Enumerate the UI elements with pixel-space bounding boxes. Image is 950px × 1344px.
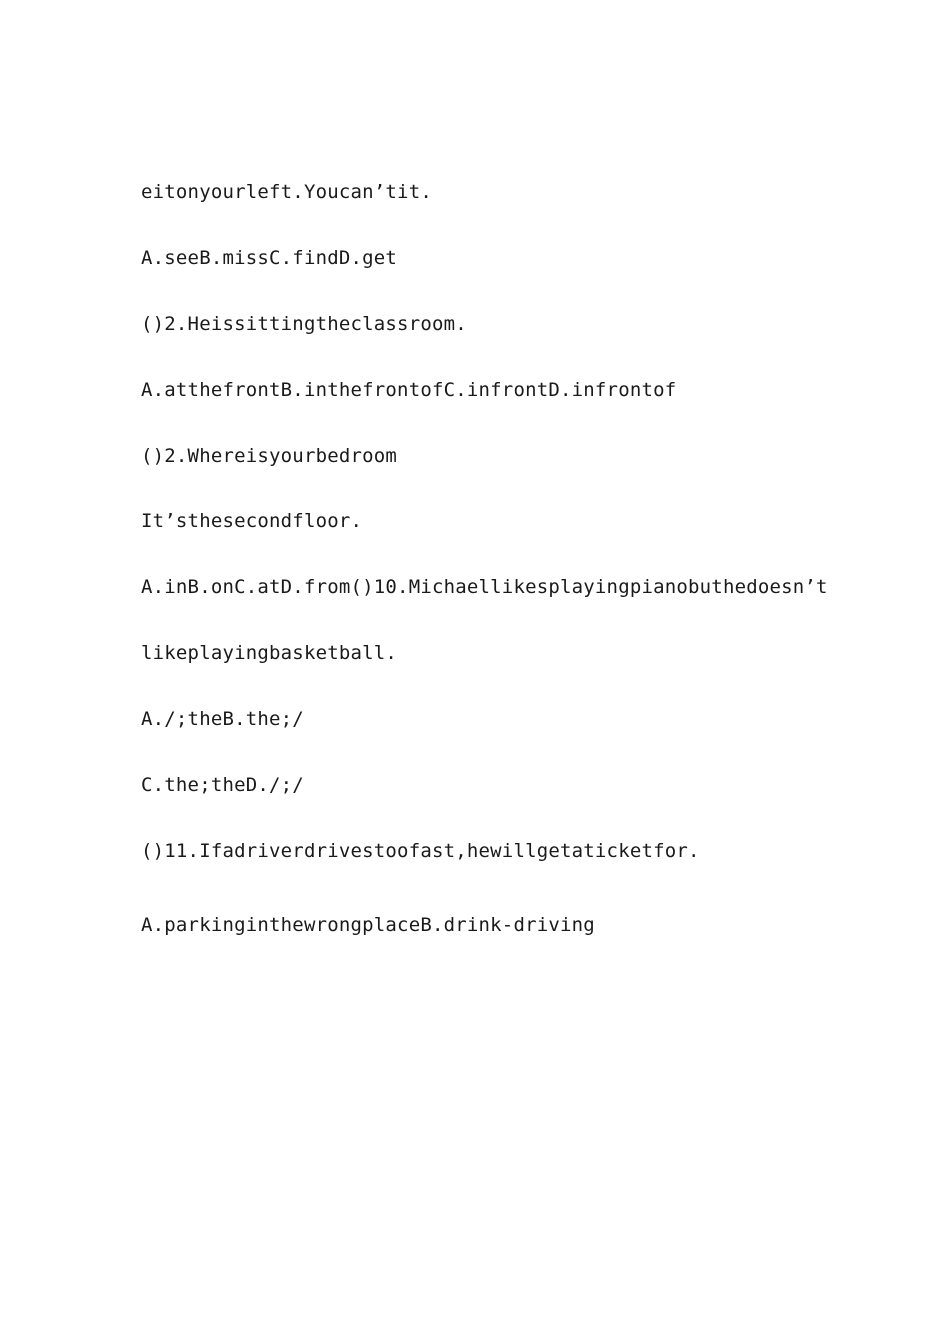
text-line-question: ()11.Ifadriverdrivestoofast,hewillgetaticketfor. <box>141 840 700 862</box>
text-line-options-and-question: A.inB.onC.atD.from()10.Michaellikesplayingpianobuthedoesn’t <box>141 576 828 598</box>
text-line-question: ()2.Heissittingtheclassroom. <box>141 313 467 335</box>
text-line-options: A.seeB.missC.findD.get <box>141 247 398 269</box>
text-line-answer-stem: It’sthesecondfloor. <box>141 510 363 532</box>
text-line-options: A./;theB.the;/ <box>141 708 304 730</box>
text-line-question-continuation: likeplayingbasketball. <box>141 642 398 664</box>
text-line-options: A.parkinginthewrongplaceB.drink-driving <box>141 914 595 936</box>
text-line-question: ()2.Whereisyourbedroom <box>141 445 398 467</box>
text-line-options: C.the;theD./;/ <box>141 774 304 796</box>
text-line-options: A.atthefrontB.inthefrontofC.infrontD.infrontof <box>141 379 677 401</box>
text-line-question-stem: eitonyourleft.Youcan’tit. <box>141 181 432 203</box>
